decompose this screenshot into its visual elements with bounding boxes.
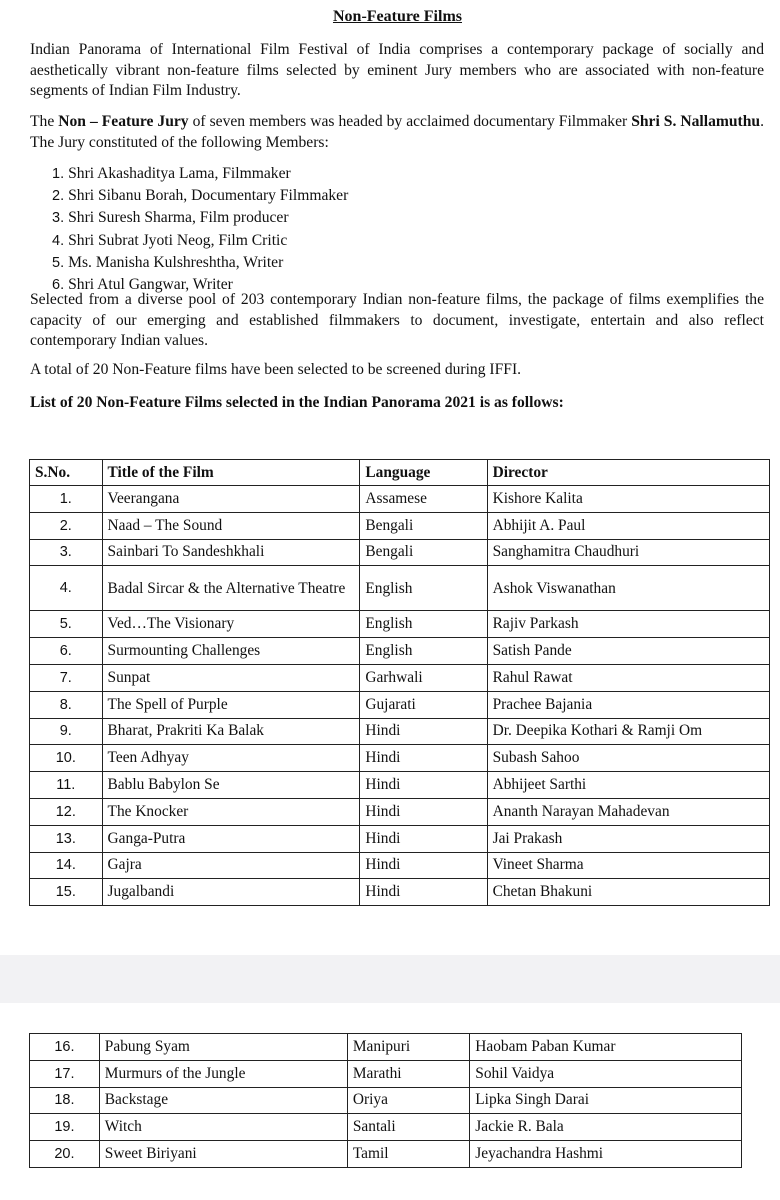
table-row: [30, 879, 770, 906]
cell-title: Sainbari To Sandeshkhali: [102, 539, 360, 566]
jury-member-number: 4.: [52, 232, 65, 249]
table-row: [30, 664, 770, 691]
table-row: [30, 852, 770, 879]
table-row: [30, 745, 770, 772]
cell-language: Hindi: [360, 825, 487, 852]
table-row: [30, 1087, 742, 1114]
cell-title: Naad – The Sound: [102, 512, 360, 539]
table-row: [30, 611, 770, 638]
cell-sno: 4.: [30, 566, 103, 611]
cell-language: Hindi: [360, 852, 487, 879]
cell-director: Sanghamitra Chaudhuri: [487, 539, 769, 566]
cell-director: Ananth Narayan Mahadevan: [487, 798, 769, 825]
cell-language: Manipuri: [347, 1034, 469, 1061]
selection-paragraph: Selected from a diverse pool of 203 contemporary Indian non-feature films, the package of films exemplifies the capacity of our emerging and established filmmakers to document, investigate, entertain and also reflect contemporary Indian values.: [30, 291, 764, 349]
cell-language: Bengali: [360, 512, 487, 539]
table-row: [30, 798, 770, 825]
header-director: Director: [487, 460, 769, 486]
cell-sno: 5.: [30, 611, 103, 638]
jury-member-number: 2.: [52, 188, 65, 205]
jury-member-item: [52, 252, 348, 274]
cell-sno: 13.: [30, 825, 103, 852]
cell-director: Subash Sahoo: [487, 745, 769, 772]
jury-member-item: [52, 230, 348, 252]
cell-title: Pabung Syam: [99, 1034, 347, 1061]
table-row: [30, 718, 770, 745]
cell-language: Bengali: [360, 539, 487, 566]
cell-language: Tamil: [347, 1141, 469, 1168]
cell-title: Jugalbandi: [102, 879, 360, 906]
cell-language: English: [360, 566, 487, 611]
cell-language: English: [360, 611, 487, 638]
jury-text-mid: of seven members was headed by acclaimed documentary Filmmaker: [188, 113, 632, 130]
films-table-page-1: [29, 459, 770, 906]
cell-language: Hindi: [360, 745, 487, 772]
cell-language: Hindi: [360, 879, 487, 906]
jury-member-number: 3.: [52, 210, 65, 227]
jury-member-text: Ms. Manisha Kulshreshtha, Writer: [68, 253, 284, 271]
jury-text-post: . The Jury constituted of the following Members:: [30, 113, 764, 151]
cell-director: Haobam Paban Kumar: [470, 1034, 742, 1061]
total-paragraph: A total of 20 Non-Feature films have been selected to be screened during IFFI.: [30, 361, 522, 378]
cell-title: Sweet Biriyani: [99, 1141, 347, 1168]
cell-director: Ashok Viswanathan: [487, 566, 769, 611]
table-row: [30, 1034, 742, 1061]
cell-director: Rajiv Parkash: [487, 611, 769, 638]
list-heading: List of 20 Non-Feature Films selected in the Indian Panorama 2021 is as follows:: [30, 394, 564, 411]
page-title: Non-Feature Films: [332, 8, 462, 25]
cell-director: Jai Prakash: [487, 825, 769, 852]
cell-language: Hindi: [360, 798, 487, 825]
table-row: [30, 566, 770, 611]
cell-sno: 9.: [30, 718, 103, 745]
cell-title: The Knocker: [102, 798, 360, 825]
cell-language: English: [360, 638, 487, 665]
cell-director: Vineet Sharma: [487, 852, 769, 879]
cell-title: Murmurs of the Jungle: [99, 1060, 347, 1087]
jury-member-item: [52, 207, 348, 229]
cell-sno: 16.: [30, 1034, 100, 1061]
cell-language: Marathi: [347, 1060, 469, 1087]
jury-text-pre: The: [30, 113, 59, 130]
header-title: Title of the Film: [102, 460, 360, 486]
cell-title: Sunpat: [102, 664, 360, 691]
cell-director: Kishore Kalita: [487, 486, 769, 513]
jury-member-text: Shri Akashaditya Lama, Filmmaker: [68, 165, 291, 182]
cell-title: Surmounting Challenges: [102, 638, 360, 665]
cell-director: Jackie R. Bala: [470, 1114, 742, 1141]
cell-sno: 1.: [30, 486, 103, 513]
jury-member-number: 6.: [52, 276, 65, 293]
jury-member-item: [52, 163, 348, 185]
cell-title: The Spell of Purple: [102, 691, 360, 718]
cell-sno: 2.: [30, 512, 103, 539]
cell-director: Sohil Vaidya: [470, 1060, 742, 1087]
jury-member-text: Shri Subrat Jyoti Neog, Film Critic: [68, 231, 288, 249]
table-header-row: [30, 460, 770, 486]
cell-title: Bharat, Prakriti Ka Balak: [102, 718, 360, 745]
table-row: [30, 1141, 742, 1168]
cell-sno: 20.: [30, 1141, 100, 1168]
jury-member-text: Shri Atul Gangwar, Writer: [68, 275, 233, 293]
jury-member-number: 1.: [52, 166, 65, 182]
jury-member-text: Shri Suresh Sharma, Film producer: [68, 209, 289, 227]
cell-sno: 14.: [30, 852, 103, 879]
cell-sno: 6.: [30, 638, 103, 665]
table-row: [30, 1060, 742, 1087]
cell-language: Oriya: [347, 1087, 469, 1114]
cell-language: Assamese: [360, 486, 487, 513]
header-language: Language: [360, 460, 487, 486]
cell-sno: 11.: [30, 772, 103, 799]
cell-title: Backstage: [99, 1087, 347, 1114]
cell-director: Jeyachandra Hashmi: [470, 1141, 742, 1168]
table-row: [30, 539, 770, 566]
table-row: [30, 486, 770, 513]
cell-title: Teen Adhyay: [102, 745, 360, 772]
cell-director: Dr. Deepika Kothari & Ramji Om: [487, 718, 769, 745]
films-table-page-2: [29, 1033, 742, 1168]
cell-sno: 18.: [30, 1087, 100, 1114]
cell-director: Rahul Rawat: [487, 664, 769, 691]
cell-director: Satish Pande: [487, 638, 769, 665]
cell-director: Abhijit A. Paul: [487, 512, 769, 539]
cell-title: Ganga-Putra: [102, 825, 360, 852]
header-sno: S.No.: [30, 460, 103, 486]
cell-title: Witch: [99, 1114, 347, 1141]
cell-title: Veerangana: [102, 486, 360, 513]
cell-title: Bablu Babylon Se: [102, 772, 360, 799]
cell-director: Chetan Bhakuni: [487, 879, 769, 906]
cell-language: Garhwali: [360, 664, 487, 691]
cell-sno: 12.: [30, 798, 103, 825]
cell-title: Badal Sircar & the Alternative Theatre: [102, 566, 360, 611]
cell-sno: 3.: [30, 539, 103, 566]
jury-member-item: [52, 185, 348, 207]
table-row: [30, 1114, 742, 1141]
table-row: [30, 512, 770, 539]
cell-language: Santali: [347, 1114, 469, 1141]
cell-sno: 7.: [30, 664, 103, 691]
cell-sno: 17.: [30, 1060, 100, 1087]
cell-director: Lipka Singh Darai: [470, 1087, 742, 1114]
cell-title: Ved…The Visionary: [102, 611, 360, 638]
table-row: [30, 772, 770, 799]
table-row: [30, 638, 770, 665]
intro-paragraph: Indian Panorama of International Film Festival of India comprises a contemporary package of socially and aesthetically vibrant non-feature films selected by eminent Jury members who are associated with non-feature segments of Indian Film Industry.: [30, 41, 764, 99]
jury-member-text: Shri Sibanu Borah, Documentary Filmmaker: [68, 187, 349, 205]
cell-director: Prachee Bajania: [487, 691, 769, 718]
document-page-2: [0, 1003, 780, 1200]
jury-title-bold: Non – Feature Jury: [58, 113, 189, 130]
cell-sno: 8.: [30, 691, 103, 718]
table-row: [30, 825, 770, 852]
jury-head-name: Shri S. Nallamuthu: [631, 113, 761, 130]
table-row: [30, 691, 770, 718]
cell-sno: 15.: [30, 879, 103, 906]
cell-sno: 10.: [30, 745, 103, 772]
cell-language: Hindi: [360, 772, 487, 799]
jury-members-list: [52, 163, 348, 296]
page-gap: [0, 955, 780, 1003]
cell-title: Gajra: [102, 852, 360, 879]
cell-director: Abhijeet Sarthi: [487, 772, 769, 799]
jury-paragraph: [30, 112, 764, 153]
cell-language: Hindi: [360, 718, 487, 745]
cell-language: Gujarati: [360, 691, 487, 718]
cell-sno: 19.: [30, 1114, 100, 1141]
jury-member-number: 5.: [52, 254, 65, 271]
